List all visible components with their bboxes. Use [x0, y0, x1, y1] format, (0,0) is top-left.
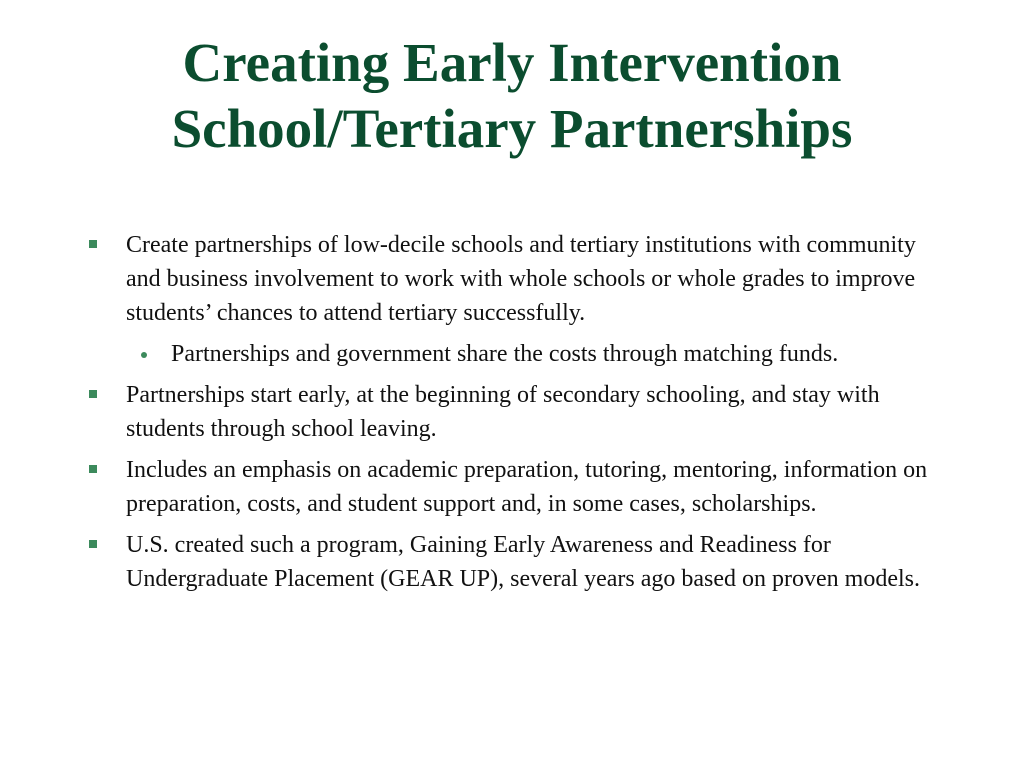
bullet-text: U.S. created such a program, Gaining Early Awareness and Readiness for Undergraduate Placement (GEAR UP), several years ago based on proven models.: [126, 532, 920, 592]
slide-title: [40, 30, 984, 162]
bullet-item: [0, 453, 930, 521]
square-bullet-icon: [89, 465, 97, 473]
square-bullet-icon: [89, 390, 97, 398]
square-bullet-icon: [89, 240, 97, 248]
bullet-text: Partnerships start early, at the beginning of secondary schooling, and stay with students through school leaving.: [126, 382, 880, 442]
slide-title-line-1: Creating Early Intervention: [182, 32, 842, 93]
bullet-item: [0, 528, 930, 596]
dot-bullet-icon: [141, 352, 147, 358]
bullet-list: [0, 228, 1024, 603]
bullet-item: [0, 378, 930, 446]
sub-bullet-text: Partnerships and government share the costs through matching funds.: [171, 341, 839, 367]
square-bullet-icon: [89, 540, 97, 548]
bullet-text: Create partnerships of low-decile schools and tertiary institutions with community and business involvement to work with whole schools or whole grades to improve students’ chances to attend tertiary successfully.: [126, 232, 916, 326]
bullet-item: [0, 228, 930, 330]
bullet-text: Includes an emphasis on academic preparation, tutoring, mentoring, information on preparation, costs, and student support and, in some cases, scholarships.: [126, 457, 928, 517]
sub-bullet-item: [0, 337, 893, 371]
slide-title-line-2: School/Tertiary Partnerships: [171, 98, 853, 159]
